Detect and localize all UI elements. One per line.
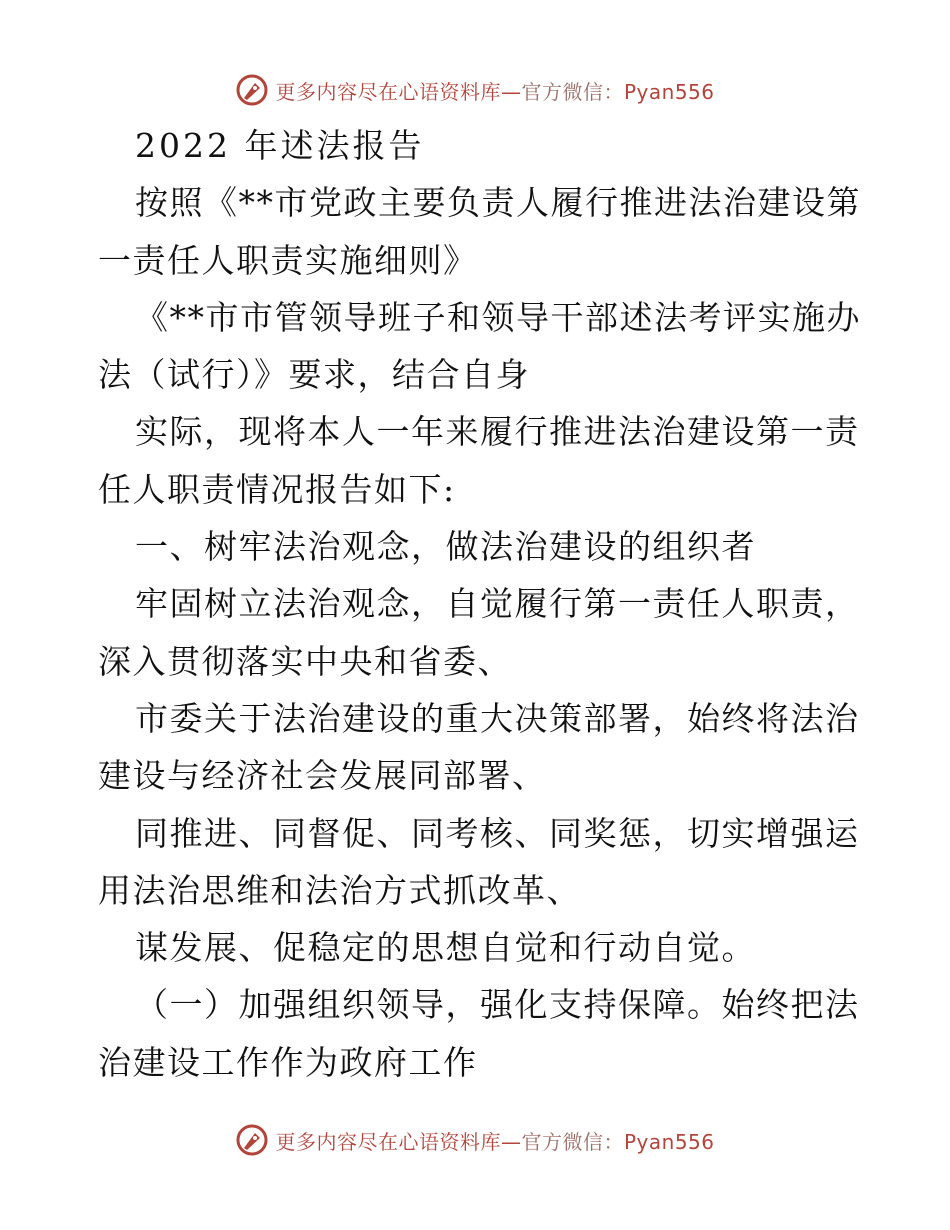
watermark-banner-bottom [0,1120,950,1160]
paragraph-line: 法（试行）》要求，结合自身 [98,355,530,395]
paragraph-line: 建设与经济社会发展同部署、 [98,756,547,796]
paragraph-line: 《**市市管领导班子和领导干部述法考评实施办 [135,297,861,337]
pen-nib-logo-icon [235,73,269,107]
document-body [98,117,861,1091]
watermark-banner-top [0,70,950,110]
paragraph-line: 用法治思维和法治方式抓改革、 [98,870,581,910]
subsection-heading: （一）加强组织领导，强化支持保障。始终把法 [135,985,860,1025]
watermark-text: 更多内容尽在心语资料库—官方微信：Pyan556 [275,1129,715,1154]
paragraph-line: 牢固树立法治观念，自觉履行第一责任人职责， [135,584,860,624]
paragraph-line: 治建设工作作为政府工作 [98,1042,478,1082]
section-heading: 一、树牢法治观念，做法治建设的组织者 [135,527,756,567]
pen-nib-logo-icon [235,1123,269,1157]
paragraph-line: 按照《**市党政主要负责人履行推进法治建设第 [135,183,861,223]
paragraph-line: 谋发展、促稳定的思想自觉和行动自觉。 [135,928,756,968]
paragraph-line: 深入贯彻落实中央和省委、 [98,641,512,681]
paragraph-line: 一责任人职责实施细则》 [98,240,478,280]
paragraph-line: 市委关于法治建设的重大决策部署，始终将法治 [135,698,860,738]
document-title: 2022 年述法报告 [135,126,425,165]
paragraph-line: 任人职责情况报告如下: [98,469,456,509]
watermark-text: 更多内容尽在心语资料库—官方微信：Pyan556 [275,79,715,104]
paragraph-line: 实际，现将本人一年来履行推进法治建设第一责 [135,412,860,452]
paragraph-line: 同推进、同督促、同考核、同奖惩，切实增强运 [135,813,860,853]
